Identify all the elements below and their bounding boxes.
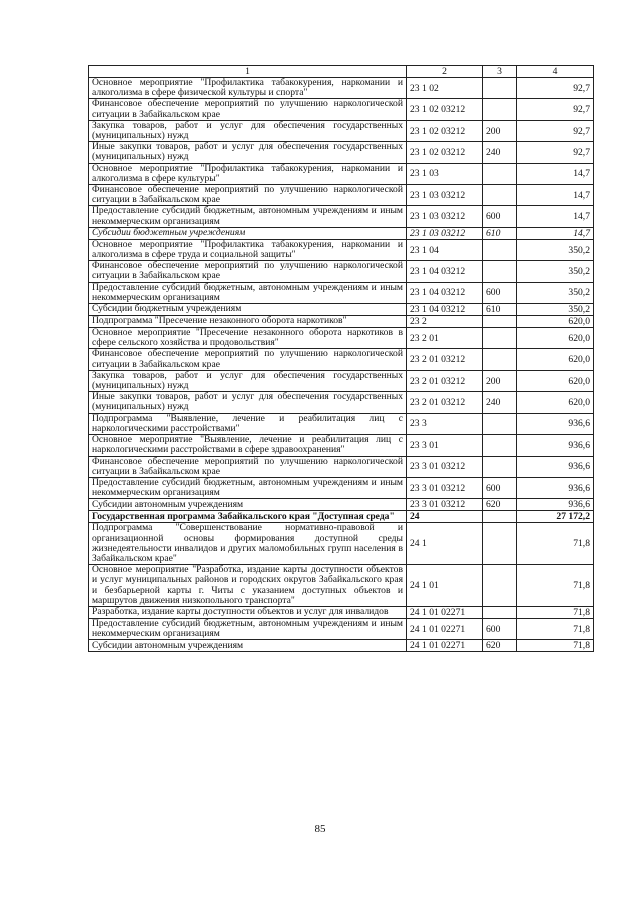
row-name-cell: Закупка товаров, работ и услуг для обеспечения государственных (муниципальных) нужд <box>89 120 407 141</box>
row-code-cell: 23 2 01 03212 <box>407 349 483 370</box>
row-vr-cell <box>483 261 517 282</box>
row-code-cell: 23 3 01 03212 <box>407 477 483 498</box>
row-name-cell: Подпрограмма "Пресечение незаконного оборота наркотиков" <box>89 316 407 328</box>
table-row <box>89 304 594 316</box>
row-name-cell: Финансовое обеспечение мероприятий по улучшению наркологической ситуации в Забайкальском крае <box>89 261 407 282</box>
table-row <box>89 185 594 206</box>
row-amount-cell: 350,2 <box>517 304 594 316</box>
row-code-cell: 24 <box>407 511 483 523</box>
table-row <box>89 370 594 391</box>
row-code-cell: 23 1 04 03212 <box>407 282 483 303</box>
budget-table <box>88 65 594 652</box>
row-code-cell: 23 1 03 03212 <box>407 185 483 206</box>
row-name-cell: Подпрограмма "Выявление, лечение и реабилитация лиц с наркологическими расстройствами" <box>89 413 407 434</box>
row-amount-cell: 936,6 <box>517 435 594 456</box>
row-amount-cell: 92,7 <box>517 142 594 163</box>
row-name-cell: Основное мероприятие "Разработка, издание карты доступности объектов и услуг муниципальных районов и городских округов Забайкальского края и безбарьерной карты г. Читы с указанием доступных объектов и маршрутов движения низкопольного транспорта" <box>89 565 407 607</box>
row-vr-cell <box>483 606 517 618</box>
row-vr-cell: 620 <box>483 640 517 652</box>
table-row <box>89 227 594 239</box>
row-amount-cell: 14,7 <box>517 227 594 239</box>
row-name-cell: Основное мероприятие "Пресечение незаконного оборота наркотиков в сфере сельского хозяйства и продовольствия" <box>89 328 407 349</box>
row-code-cell: 23 1 04 03212 <box>407 304 483 316</box>
row-vr-cell <box>483 328 517 349</box>
table-row <box>89 477 594 498</box>
table-row <box>89 120 594 141</box>
table-row <box>89 456 594 477</box>
table-body <box>89 78 594 652</box>
row-name-cell: Предоставление субсидий бюджетным, автономным учреждениям и иным некоммерческим организациям <box>89 282 407 303</box>
row-amount-cell: 71,8 <box>517 523 594 565</box>
row-code-cell: 23 1 02 03212 <box>407 142 483 163</box>
row-amount-cell: 71,8 <box>517 640 594 652</box>
table-row <box>89 618 594 639</box>
row-vr-cell: 240 <box>483 392 517 413</box>
row-name-cell: Основное мероприятие "Профилактика табакокурения, наркомании и алкоголизма в сфере труда и социальной защиты" <box>89 239 407 260</box>
row-name-cell: Иные закупки товаров, работ и услуг для обеспечения государственных (муниципальных) нужд <box>89 142 407 163</box>
row-code-cell: 24 1 01 02271 <box>407 640 483 652</box>
row-vr-cell: 600 <box>483 618 517 639</box>
row-code-cell: 23 3 01 03212 <box>407 456 483 477</box>
table-row <box>89 282 594 303</box>
row-amount-cell: 936,6 <box>517 499 594 511</box>
row-vr-cell <box>483 163 517 184</box>
table-row <box>89 163 594 184</box>
row-code-cell: 23 1 02 <box>407 78 483 99</box>
row-name-cell: Подпрограмма "Совершенствование нормативно-правовой и организационной основы формирования доступной среды жизнедеятельности инвалидов и других маломобильных групп населения в Забайкальском крае" <box>89 523 407 565</box>
table-row <box>89 606 594 618</box>
row-amount-cell: 92,7 <box>517 120 594 141</box>
row-amount-cell: 936,6 <box>517 413 594 434</box>
row-vr-cell <box>483 413 517 434</box>
row-name-cell: Основное мероприятие "Профилактика табакокурения, наркомании и алкоголизма в сфере культуры" <box>89 163 407 184</box>
table-row <box>89 349 594 370</box>
row-amount-cell: 71,8 <box>517 606 594 618</box>
row-name-cell: Субсидии автономным учреждениям <box>89 640 407 652</box>
row-name-cell: Иные закупки товаров, работ и услуг для обеспечения государственных (муниципальных) нужд <box>89 392 407 413</box>
table-row <box>89 328 594 349</box>
row-amount-cell: 936,6 <box>517 456 594 477</box>
row-vr-cell <box>483 239 517 260</box>
row-amount-cell: 92,7 <box>517 78 594 99</box>
row-amount-cell: 92,7 <box>517 99 594 120</box>
row-code-cell: 24 1 <box>407 523 483 565</box>
table-row <box>89 206 594 227</box>
row-amount-cell: 71,8 <box>517 618 594 639</box>
row-vr-cell: 620 <box>483 499 517 511</box>
row-vr-cell <box>483 185 517 206</box>
row-amount-cell: 936,6 <box>517 477 594 498</box>
table-row <box>89 99 594 120</box>
row-vr-cell <box>483 316 517 328</box>
row-vr-cell <box>483 511 517 523</box>
table-row <box>89 435 594 456</box>
row-vr-cell: 600 <box>483 282 517 303</box>
table-header-row <box>89 66 594 78</box>
row-vr-cell <box>483 435 517 456</box>
row-amount-cell: 620,0 <box>517 349 594 370</box>
row-name-cell: Предоставление субсидий бюджетным, автономным учреждениям и иным некоммерческим организациям <box>89 477 407 498</box>
row-amount-cell: 620,0 <box>517 370 594 391</box>
row-name-cell: Финансовое обеспечение мероприятий по улучшению наркологической ситуации в Забайкальском крае <box>89 456 407 477</box>
row-code-cell: 23 3 01 <box>407 435 483 456</box>
table-row <box>89 78 594 99</box>
header-col-vr: 3 <box>483 66 517 78</box>
table-row <box>89 511 594 523</box>
table-row <box>89 499 594 511</box>
row-name-cell: Субсидии бюджетным учреждениям <box>89 304 407 316</box>
row-code-cell: 24 1 01 02271 <box>407 606 483 618</box>
page-number: 85 <box>314 823 326 835</box>
table-row <box>89 523 594 565</box>
table-row <box>89 392 594 413</box>
row-name-cell: Разработка, издание карты доступности объектов и услуг для инвалидов <box>89 606 407 618</box>
header-col-amount: 4 <box>517 66 594 78</box>
row-code-cell: 23 1 03 <box>407 163 483 184</box>
row-code-cell: 23 1 04 03212 <box>407 261 483 282</box>
header-col-code: 2 <box>407 66 483 78</box>
row-amount-cell: 14,7 <box>517 185 594 206</box>
row-vr-cell: 600 <box>483 477 517 498</box>
row-name-cell: Закупка товаров, работ и услуг для обеспечения государственных (муниципальных) нужд <box>89 370 407 391</box>
row-vr-cell <box>483 349 517 370</box>
table-row <box>89 640 594 652</box>
row-amount-cell: 620,0 <box>517 316 594 328</box>
row-amount-cell: 27 172,2 <box>517 511 594 523</box>
row-amount-cell: 620,0 <box>517 392 594 413</box>
table-row <box>89 413 594 434</box>
row-code-cell: 23 1 03 03212 <box>407 206 483 227</box>
row-name-cell: Основное мероприятие "Профилактика табакокурения, наркомании и алкоголизма в сфере физической культуры и спорта" <box>89 78 407 99</box>
row-amount-cell: 350,2 <box>517 239 594 260</box>
table-row <box>89 142 594 163</box>
row-code-cell: 23 2 01 03212 <box>407 370 483 391</box>
row-vr-cell: 200 <box>483 120 517 141</box>
row-amount-cell: 14,7 <box>517 206 594 227</box>
row-vr-cell <box>483 565 517 607</box>
row-amount-cell: 350,2 <box>517 261 594 282</box>
row-name-cell: Предоставление субсидий бюджетным, автономным учреждениям и иным некоммерческим организациям <box>89 618 407 639</box>
table-row <box>89 316 594 328</box>
row-name-cell: Субсидии бюджетным учреждениям <box>89 227 407 239</box>
row-amount-cell: 71,8 <box>517 565 594 607</box>
row-code-cell: 23 1 02 03212 <box>407 99 483 120</box>
row-code-cell: 24 1 01 <box>407 565 483 607</box>
row-vr-cell: 600 <box>483 206 517 227</box>
row-code-cell: 23 3 <box>407 413 483 434</box>
row-name-cell: Финансовое обеспечение мероприятий по улучшению наркологической ситуации в Забайкальском крае <box>89 185 407 206</box>
row-name-cell: Субсидии автономным учреждениям <box>89 499 407 511</box>
row-vr-cell <box>483 456 517 477</box>
row-code-cell: 23 1 04 <box>407 239 483 260</box>
row-amount-cell: 620,0 <box>517 328 594 349</box>
row-name-cell: Финансовое обеспечение мероприятий по улучшению наркологической ситуации в Забайкальском крае <box>89 349 407 370</box>
row-amount-cell: 350,2 <box>517 282 594 303</box>
row-vr-cell: 240 <box>483 142 517 163</box>
row-vr-cell: 610 <box>483 227 517 239</box>
row-name-cell: Предоставление субсидий бюджетным, автономным учреждениям и иным некоммерческим организациям <box>89 206 407 227</box>
row-code-cell: 23 1 03 03212 <box>407 227 483 239</box>
row-code-cell: 24 1 01 02271 <box>407 618 483 639</box>
row-vr-cell <box>483 78 517 99</box>
table-row <box>89 565 594 607</box>
row-vr-cell <box>483 99 517 120</box>
row-vr-cell: 610 <box>483 304 517 316</box>
row-vr-cell: 200 <box>483 370 517 391</box>
header-col-name: 1 <box>89 66 407 78</box>
row-code-cell: 23 3 01 03212 <box>407 499 483 511</box>
table-row <box>89 239 594 260</box>
row-amount-cell: 14,7 <box>517 163 594 184</box>
table-row <box>89 261 594 282</box>
row-code-cell: 23 2 <box>407 316 483 328</box>
row-code-cell: 23 1 02 03212 <box>407 120 483 141</box>
row-name-cell: Государственная программа Забайкальского края "Доступная среда" <box>89 511 407 523</box>
row-code-cell: 23 2 01 <box>407 328 483 349</box>
row-name-cell: Финансовое обеспечение мероприятий по улучшению наркологической ситуации в Забайкальском крае <box>89 99 407 120</box>
row-name-cell: Основное мероприятие "Выявление, лечение и реабилитация лиц с наркологическими расстройствами в сфере здравоохранения" <box>89 435 407 456</box>
row-vr-cell <box>483 523 517 565</box>
row-code-cell: 23 2 01 03212 <box>407 392 483 413</box>
